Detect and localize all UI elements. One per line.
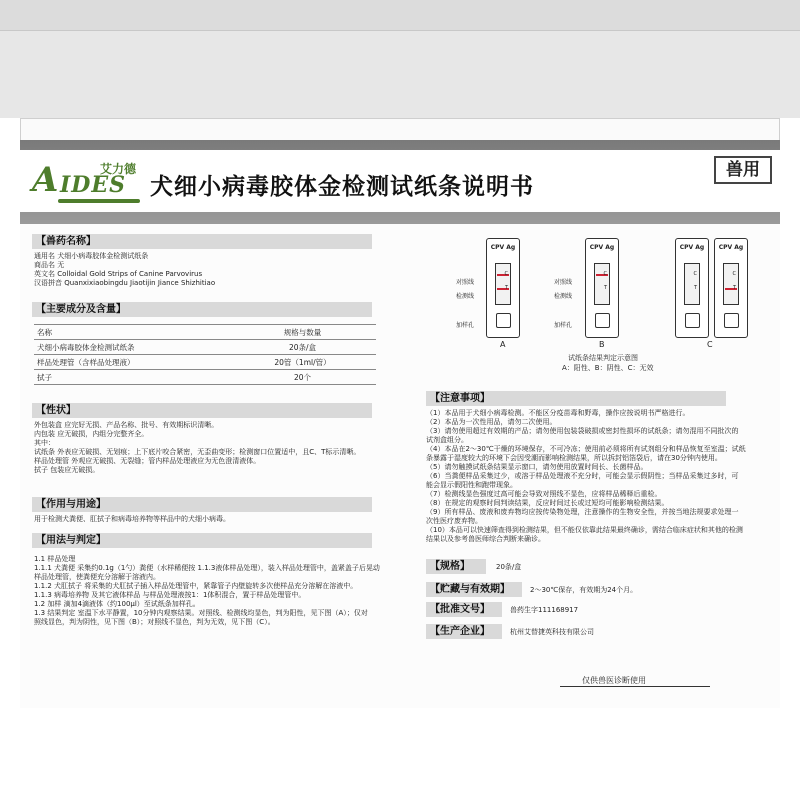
notes-line: 结果以及参考兽医师综合判断来确诊。	[426, 535, 545, 543]
sample-well	[496, 313, 511, 328]
strip-label: CPV Ag	[718, 244, 744, 251]
notes-line: 次性医疗废弃物。	[426, 517, 482, 525]
notes-line: （8）在规定的观察时间判读结果，反应时间过长或过短均可能影响检测结果。	[426, 499, 669, 507]
strip-letter-a: A	[500, 340, 506, 349]
test-strip-c1	[675, 238, 709, 338]
notes-line: （2）本品为一次性用品，请勿二次使用。	[426, 418, 557, 426]
result-window	[723, 263, 739, 305]
label-sample-well: 加样孔	[554, 322, 573, 329]
composition-table	[34, 324, 376, 385]
t-mark: T	[504, 285, 508, 291]
t-mark: T	[693, 285, 697, 291]
sample-well	[595, 313, 610, 328]
label-control-line: 对照线	[456, 279, 475, 286]
section-usage: 【作用与用途】	[32, 497, 372, 512]
logo-swoosh	[58, 199, 140, 203]
properties-line: 样品处理管 外观应无破损、无裂缝；管内样品处理液应为无色澄清液体。	[34, 457, 261, 465]
method-line: 1.3 结果判定 室温下水平静置，10分钟内观察结果。对照线、检测线均显色，判为阳性，见下图（A）；仅对	[34, 609, 368, 617]
t-mark: T	[732, 285, 736, 291]
notes-line: 能会显示假阳性和跑带现象。	[426, 481, 517, 489]
table-cell: 拭子	[34, 370, 226, 385]
box-flap	[0, 30, 800, 118]
logo-text: IDES	[60, 172, 127, 198]
logo-letter: A	[32, 160, 59, 200]
notes-line: （5）请勿触摸试纸条结果显示窗口，请勿使用放置时间长、长菌样品。	[426, 463, 648, 471]
properties-line: 内包装 应无破损，内组分完整齐全。	[34, 430, 149, 438]
section-spec: 【规格】	[426, 559, 486, 574]
notes-line: （4）本品在2～30℃干燥的环境保存，不可冷冻；使用前必须将所有试剂组分和样品恢复至室温；试纸	[426, 445, 746, 453]
sample-well	[685, 313, 700, 328]
section-manufacturer: 【生产企业】	[426, 624, 502, 639]
box-lid-top	[0, 0, 800, 118]
label-test-line: 检测线	[554, 293, 573, 300]
method-line: 样品处理管，使粪便充分溶解于溶液内。	[34, 573, 160, 581]
notes-line: （7）检测线显色强度过高可能会导致对照线不显色，应将样品稀释后重检。	[426, 490, 662, 498]
notes-line: （10）本品可以快速筛查得到检测结果，但不能仅依靠此结果最终确诊，需结合临床症状和其他的检测	[426, 526, 743, 534]
notes-line: 试剂盒组分。	[426, 436, 468, 444]
notes-line: （9）所有样品、废液和废弃物均应按传染物处理，注意操作的生物安全性，并按当地法规要求处理一	[426, 508, 739, 516]
result-window	[684, 263, 700, 305]
properties-line: 试纸条 外表应无破损、无划痕；上下底片咬合紧密，无歪曲变形；检测窗口位置适中，且C、T标示清晰。	[34, 448, 361, 456]
section-composition: 【主要成分及含量】	[32, 302, 372, 317]
usage-text: 用于检测犬粪便、肛拭子和病毒培养物等样品中的犬细小病毒。	[34, 515, 230, 523]
sample-well	[724, 313, 739, 328]
table-header-cell: 规格与数量	[226, 325, 376, 340]
method-line: 1.1.2 犬肛拭子 将采集的犬肛拭子插入样品处理管中，紧靠管子内壁旋转多次使样品充分溶解在溶液中。	[34, 582, 358, 590]
label-control-line: 对照线	[554, 279, 573, 286]
properties-line: 其中：	[34, 439, 55, 447]
section-method: 【用法与判定】	[32, 533, 372, 548]
table-row	[34, 340, 376, 355]
veterinary-use-note: 仅供兽医诊断使用	[582, 676, 646, 685]
c-mark: C	[732, 271, 736, 277]
notes-line: （6）当粪便样品采集过少，或溶于样品处理液不充分时，可能会显示假阴性；当样品采集过多时，可	[426, 472, 739, 480]
table-row	[34, 370, 376, 385]
table-cell: 样品处理管（含样品处理液）	[34, 355, 226, 370]
drug-name-line: 商品名 无	[34, 261, 65, 269]
method-line: 1.1.1 犬粪便 采集约0.1g（1勺）粪便（水样稀便按 1.1.3液体样品处理），装入样品处理管中，盖紧盖子后晃动	[34, 564, 380, 572]
method-line: 1.1.3 病毒培养物 及其它液体样品 与样品处理液按1：1体积混合，置于样品处理管中。	[34, 591, 306, 599]
spec-value: 20条/盒	[496, 563, 522, 571]
diagram-legend: A：阳性、B：阴性、C：无效	[562, 364, 654, 372]
storage-value: 2～30℃保存，有效期为24个月。	[530, 586, 638, 594]
table-row	[34, 355, 376, 370]
section-properties: 【性状】	[32, 403, 372, 418]
method-line: 1.1 样品处理	[34, 555, 76, 563]
logo-chinese: 艾力德	[100, 162, 137, 176]
veterinary-badge: 兽用	[714, 156, 772, 184]
table-cell: 20条/盒	[226, 340, 376, 355]
table-cell: 20个	[226, 370, 376, 385]
manufacturer-value: 杭州艾替捷英科技有限公司	[510, 628, 594, 636]
result-window	[495, 263, 511, 305]
footer-underline	[560, 686, 710, 687]
method-line: 照线显色，判为阴性，见下图（B）；对照线不显色，判为无效，见下图（C）。	[34, 618, 275, 626]
notes-line: （3）请勿使用超过有效期的产品；请勿使用包装袋破损或密封性损坏的试纸条；请勿混用不同批次的	[426, 427, 739, 435]
section-storage: 【贮藏与有效期】	[426, 582, 522, 597]
drug-name-line: 通用名 犬细小病毒胶体金检测试纸条	[34, 252, 149, 260]
strip-label: CPV Ag	[679, 244, 705, 251]
notes-line: 条暴露于湿度较大的环境下会因受潮而影响检测结果，所以拆封铝箔袋后，请在30分钟内使用。	[426, 454, 722, 462]
strip-label: CPV Ag	[490, 244, 516, 251]
strip-label: CPV Ag	[589, 244, 615, 251]
test-strip-a	[486, 238, 520, 338]
notes-line: （1）本品用于犬细小病毒检测。不能区分疫苗毒和野毒，操作应按说明书严格进行。	[426, 409, 690, 417]
drug-name-line: 英文名 Colloidal Gold Strips of Canine Parvovirus	[34, 270, 203, 278]
table-cell: 犬细小病毒胶体金检测试纸条	[34, 340, 226, 355]
document-title: 犬细小病毒胶体金检测试纸条说明书	[150, 174, 534, 200]
properties-line: 外包装盒 应完好无损、产品名称、批号、有效期标识清晰。	[34, 421, 219, 429]
c-mark: C	[693, 271, 697, 277]
section-notes: 【注意事项】	[426, 391, 726, 406]
label-test-line: 检测线	[456, 293, 475, 300]
c-mark: C	[603, 271, 607, 277]
test-strip-c2	[714, 238, 748, 338]
result-window	[594, 263, 610, 305]
table-header-row	[34, 325, 376, 340]
t-mark: T	[603, 285, 607, 291]
method-line: 1.2 加样 滴加4滴液体（约100μl）至试纸条加样孔。	[34, 600, 200, 608]
section-drug-name: 【兽药名称】	[32, 234, 372, 249]
test-strip-b	[585, 238, 619, 338]
strip-letter-c: C	[707, 340, 713, 349]
strip-letter-b: B	[599, 340, 605, 349]
table-cell: 20管（1ml/管）	[226, 355, 376, 370]
approval-value: 兽药生字111168917	[510, 606, 579, 614]
c-mark: C	[504, 271, 508, 277]
section-approval: 【批准文号】	[426, 602, 502, 617]
drug-name-line: 汉语拼音 Quanxixiaobingdu Jiaotijin Jiance Shizhitiao	[34, 279, 216, 287]
label-sample-well: 加样孔	[456, 322, 475, 329]
properties-line: 拭子 包装应无破损。	[34, 466, 100, 474]
table-header-cell: 名称	[34, 325, 226, 340]
diagram-caption: 试纸条结果判定示意图	[568, 354, 638, 362]
